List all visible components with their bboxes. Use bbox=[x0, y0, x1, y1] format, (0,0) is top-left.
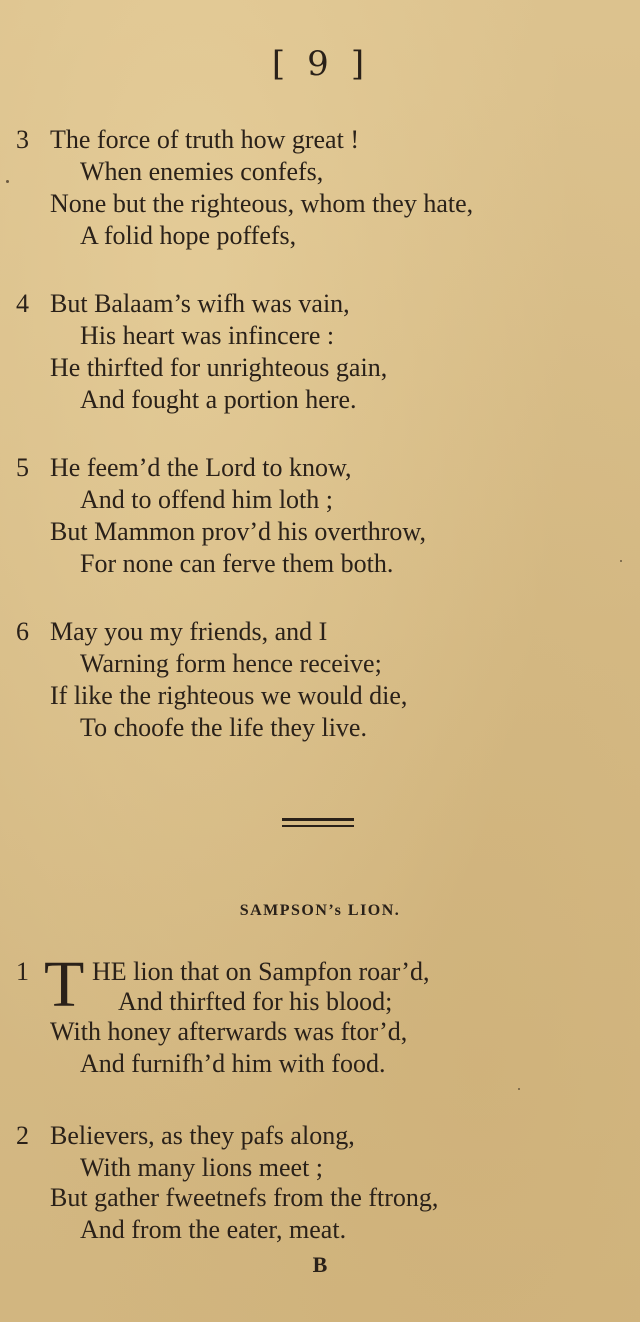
verse-line: And fought a portion here. bbox=[80, 385, 357, 414]
verse-line: With honey afterwards was ftor’d, bbox=[50, 1017, 408, 1046]
verse-line: Believers, as they pafs along, bbox=[50, 1121, 355, 1150]
verse-line: And to offend him loth ; bbox=[80, 485, 334, 514]
verse-line: None but the righteous, whom they hate, bbox=[50, 189, 474, 218]
page-number bbox=[0, 44, 640, 84]
paper-speck bbox=[518, 1088, 520, 1090]
verse-line: When enemies confefs, bbox=[80, 157, 324, 186]
verse-line: With many lions meet ; bbox=[80, 1153, 324, 1182]
drop-cap: T bbox=[44, 948, 85, 1021]
verse-line: His heart was infincere : bbox=[80, 321, 335, 350]
verse-line: He feem’d the Lord to know, bbox=[50, 453, 352, 482]
section-divider-thin bbox=[282, 825, 354, 827]
page-number-close-bracket: ] bbox=[350, 44, 369, 84]
verse-number: 1 bbox=[16, 957, 29, 986]
hymn-title: SAMPSON’s LION. bbox=[239, 902, 401, 919]
verse-number: 6 bbox=[16, 617, 29, 646]
verse-line: And from the eater, meat. bbox=[80, 1215, 347, 1244]
verse-number: 2 bbox=[16, 1121, 29, 1150]
section-divider-thick bbox=[282, 818, 354, 821]
page-number-value: 9 bbox=[307, 44, 333, 84]
verse-line: But gather fweetnefs from the ftrong, bbox=[50, 1183, 439, 1212]
verse-line: But Balaam’s wifh was vain, bbox=[50, 289, 350, 318]
verse-line: He thirfted for unrighteous gain, bbox=[50, 353, 388, 382]
signature-mark: B bbox=[312, 1252, 328, 1277]
paper-speck bbox=[620, 560, 622, 562]
page-number-open-bracket: [ bbox=[271, 44, 290, 84]
verse-number: 3 bbox=[16, 125, 29, 154]
verse-number: 4 bbox=[16, 289, 29, 318]
verse-line: To choofe the life they live. bbox=[80, 713, 367, 742]
verse-line: And thirfted for his blood; bbox=[118, 987, 393, 1016]
verse-line: A folid hope poffefs, bbox=[80, 221, 297, 250]
verse-line: HE lion that on Sampfon roar’d, bbox=[92, 957, 430, 986]
verse-line: The force of truth how great ! bbox=[50, 125, 359, 154]
verse-line: But Mammon prov’d his overthrow, bbox=[50, 517, 426, 546]
verse-line: For none can ferve them both. bbox=[80, 549, 394, 578]
paper-speck bbox=[6, 180, 9, 183]
verse-line: And furnifh’d him with food. bbox=[80, 1049, 386, 1078]
verse-number: 5 bbox=[16, 453, 29, 482]
verse-line: If like the righteous we would die, bbox=[50, 681, 408, 710]
verse-line: Warning form hence receive; bbox=[80, 649, 382, 678]
verse-line: May you my friends, and I bbox=[50, 617, 328, 646]
